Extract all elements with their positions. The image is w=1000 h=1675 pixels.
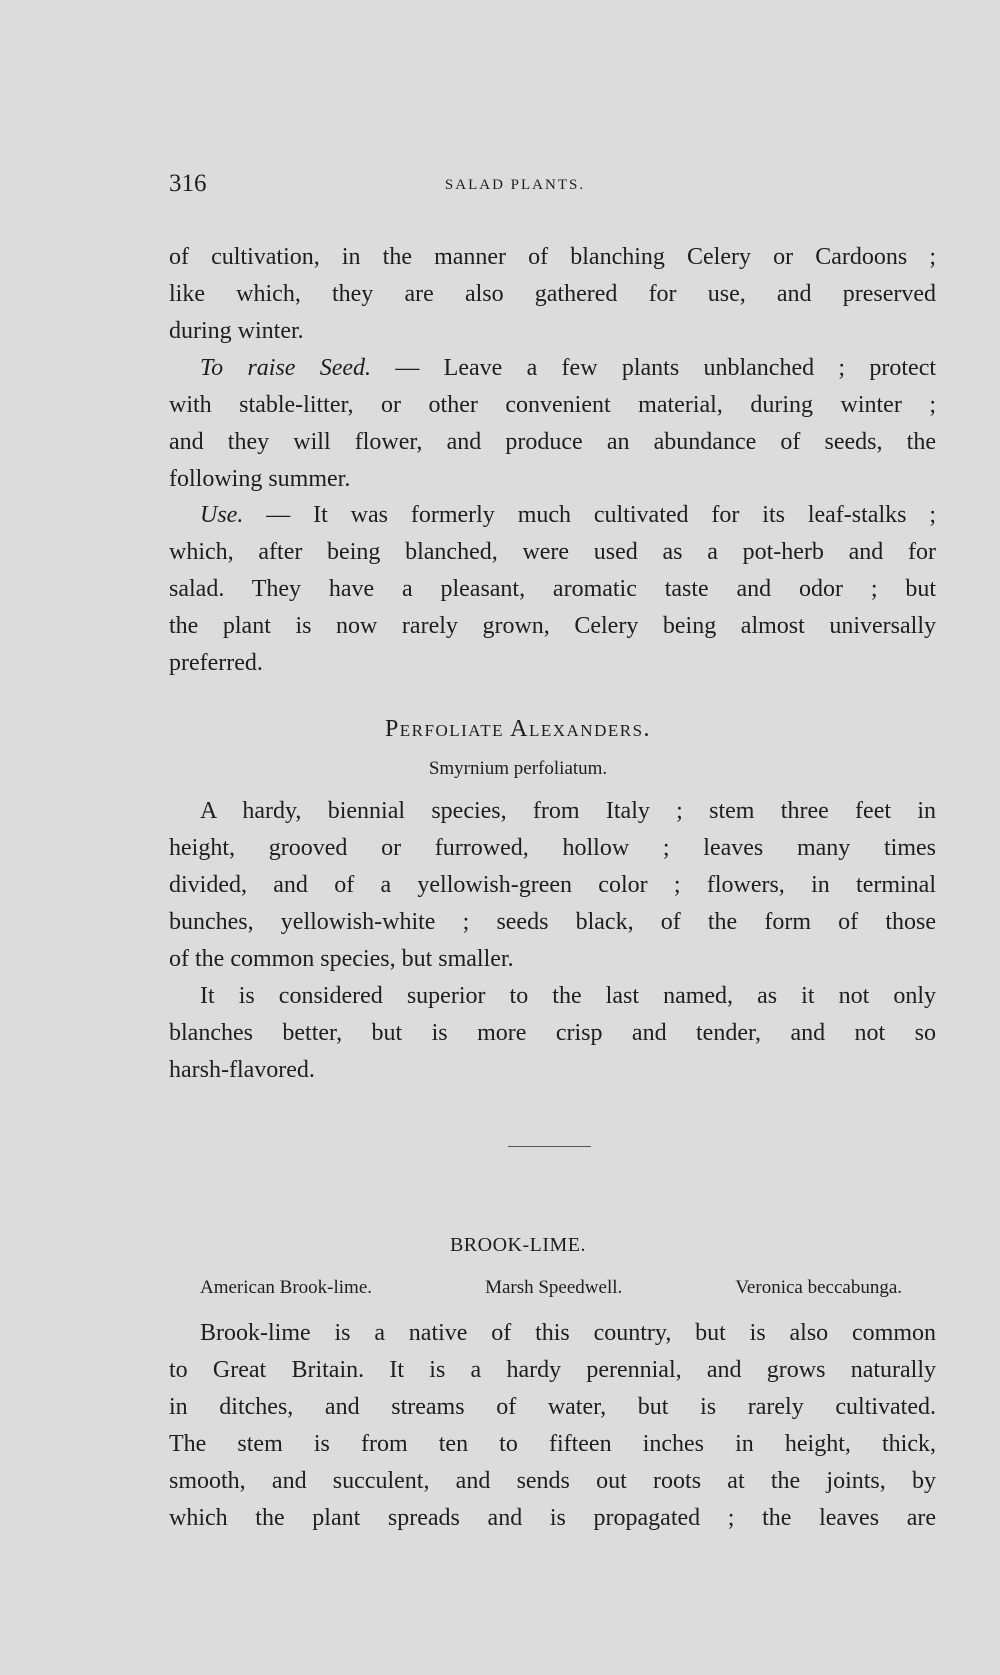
section-divider [508,1146,591,1147]
text-line: preferred. [169,650,263,676]
text-line: to Great Britain. It is a hardy perennial, and grows naturally [169,1357,936,1383]
section-heading: BROOK-LIME. [449,1234,587,1256]
text-line: height, grooved or furrowed, hollow ; leaves many times [169,835,936,861]
botanical-name: Smyrnium perfoliatum. [428,758,608,779]
text-line [200,350,936,387]
text-line: and they will flower, and produce an abundance of seeds, the [169,429,936,455]
text-line: following summer. [169,466,351,492]
text-span: — It was formerly much cultivated for its leaf-stalks ; [266,502,937,528]
text-line: The stem is from ten to fifteen inches in height, thick, [169,1431,936,1457]
section-heading: Perfoliate Alexanders. [384,716,652,742]
text-line: A hardy, biennial species, from Italy ; stem three feet in [200,798,936,824]
text-line: of cultivation, in the manner of blanching Celery or Cardoons ; [169,244,936,270]
text-line: divided, and of a yellowish-green color ; flowers, in terminal [169,872,936,898]
text-line: during winter. [169,318,304,344]
text-line: in ditches, and streams of water, but is rarely cultivated. [169,1394,936,1420]
text-line: of the common species, but smaller. [169,946,514,972]
synonym: American Brook-lime. [200,1277,373,1298]
text-line: It is considered superior to the last named, as it not only [200,983,936,1009]
synonyms [200,1275,902,1301]
text-line: which the plant spreads and is propagated ; the leaves are [169,1505,936,1531]
synonym: Veronica beccabunga. [735,1277,902,1298]
raise-seed-label: To raise Seed. [200,355,372,381]
text-line: smooth, and succulent, and sends out roots at the joints, by [169,1468,936,1494]
text-line: like which, they are also gathered for use, and preserved [169,281,936,307]
text-line: bunches, yellowish-white ; seeds black, of the form of those [169,909,936,935]
text-line: blanches better, but is more crisp and tender, and not so [169,1020,936,1046]
text-line: with stable-litter, or other convenient material, during winter ; [169,392,936,418]
text-span: — Leave a few plants unblanched ; protect [395,355,937,381]
text-line: salad. They have a pleasant, aromatic taste and odor ; but [169,576,936,602]
text-line: which, after being blanched, were used as a pot-herb and for [169,539,936,565]
use-label: Use. [200,502,244,528]
text-line [200,497,936,534]
running-title: SALAD PLANTS. [444,177,586,193]
text-line: the plant is now rarely grown, Celery being almost universally [169,613,936,639]
text-line: harsh-flavored. [169,1057,315,1083]
text-line: Brook-lime is a native of this country, but is also common [200,1320,936,1346]
synonym: Marsh Speedwell. [485,1277,623,1298]
page-number: 316 [169,170,207,197]
